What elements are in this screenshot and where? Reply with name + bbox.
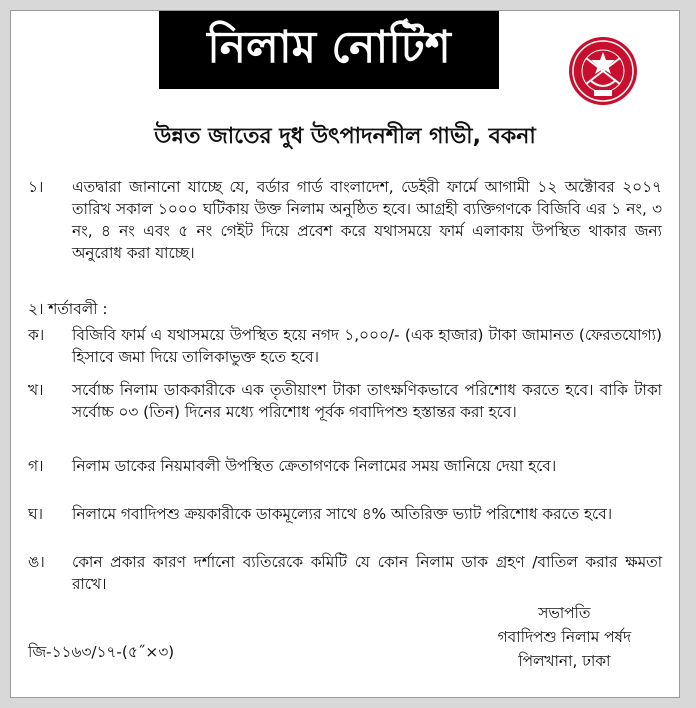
signature-designation: সভাপতি (538, 604, 591, 622)
condition-text: বিজিবি ফার্ম এ যথাসময়ে উপস্থিত হয়ে নগদ ১,০০০/- (এক হাজার) টাকা জামানত (ফেরতযোগ্য) হিসাবে জমা দিয়ে তালিকাভুক্ত হতে হবে। (72, 326, 662, 366)
condition-text: সর্বোচ্চ নিলাম ডাককারীকে এক তৃতীয়াংশ টাকা তাৎক্ষণিকভাবে পরিশোধ করতে হবে। বাকি টাকা সর্বোচ্চ ০৩ (তিন) দিনের মধ্যে পরিশোধ পূর্বক গবাদিপশু হস্তান্তর করা হবে। (72, 381, 662, 421)
notice-title: নিলাম নোটিশ (159, 11, 499, 89)
condition-text: নিলাম ডাকের নিয়মাবলী উপস্থিত ক্রেতাগণকে নিলামের সময় জানিয়ে দেয়া হবে। (72, 457, 557, 475)
condition-text: নিলামে গবাদিপশু ক্রয়কারীকে ডাকমূল্যের সাথে ৪% অতিরিক্ত ভ্যাট পরিশোধ করতে হবে। (72, 505, 613, 523)
signature-block (498, 601, 631, 673)
condition-item (28, 503, 662, 525)
signature-committee: গবাদিপশু নিলাম পর্ষদ (497, 628, 631, 646)
condition-item (28, 324, 662, 368)
condition-item (28, 455, 662, 477)
condition-item (28, 379, 662, 423)
condition-label: গ। (28, 457, 44, 475)
condition-label: ঘ। (28, 505, 43, 523)
intro-number: ১। (28, 178, 44, 196)
intro-text: এতদ্বারা জানানো যাচ্ছে যে, বর্ডার গার্ড বাংলাদেশ, ডেইরী ফার্মে আগামী ১২ অক্টোবর ২০১৭ তারিখ সকাল ১০০০ ঘটিকায় উক্ত নিলাম অনুষ্ঠিত হবে। আগ্রহী ব্যক্তিগণকে বিজিবি এর ১ নং, ৩ নং, ৪ নং এবং ৫ নং গেইট দিয়ে প্রবেশ করে যথাসময়ে ফার্ম এলাকায় উপস্থিত থাকার জন্য অনুরোধ করা যাচ্ছে। (72, 178, 662, 262)
condition-item (28, 551, 662, 595)
signature-location: পিলখানা, ঢাকা (518, 652, 611, 670)
conditions-heading: ২। শর্তাবলী : (28, 300, 108, 318)
bgb-emblem-icon (568, 36, 638, 106)
condition-label: ক। (28, 326, 45, 344)
notice-subtitle: উন্নত জাতের দুধ উৎপাদনশীল গাভী, বকনা (154, 124, 536, 149)
reference-number: জি-১১৬৩/১৭-(৫˝×৩) (28, 643, 175, 661)
condition-text: কোন প্রকার কারণ দর্শানো ব্যতিরেকে কমিটি যে কোন নিলাম ডাক গ্রহণ /বাতিল করার ক্ষমতা রাখে। (72, 553, 662, 593)
intro-paragraph (28, 176, 662, 264)
notice-page (10, 10, 680, 698)
condition-label: ঙ। (28, 553, 45, 571)
condition-label: খ। (28, 381, 44, 399)
